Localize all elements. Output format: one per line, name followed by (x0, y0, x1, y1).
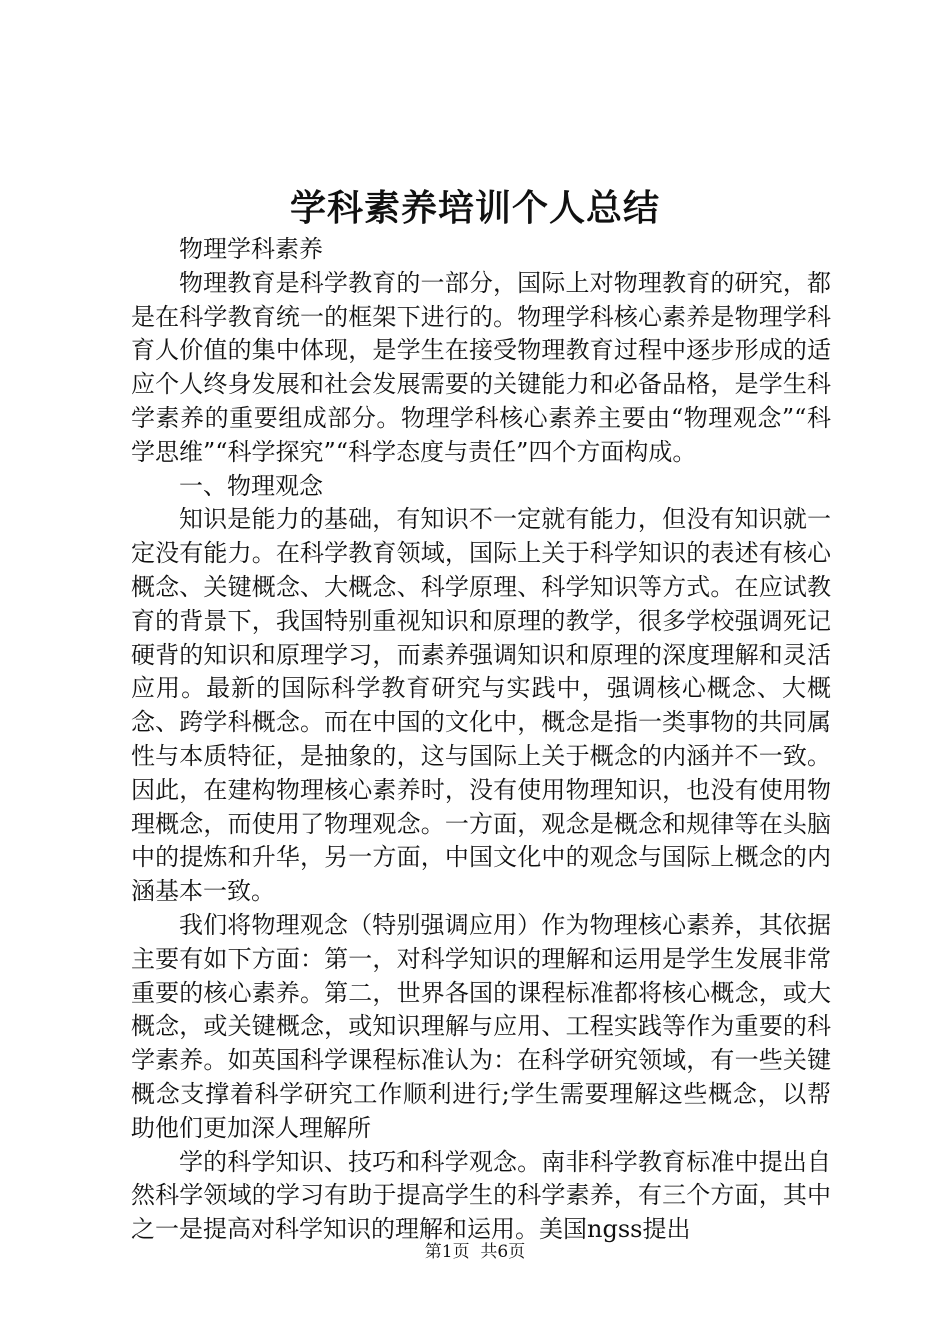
section-heading-physics-concepts: 一、物理观念 (179, 471, 323, 500)
page-number: 第1页 (424, 1242, 470, 1262)
document-body (131, 233, 831, 1247)
paragraph-knowledge: 知识是能力的基础，有知识不一定就有能力，但没有知识就一定没有能力。在科学教育领域，国际上关于科学知识的表述有核心概念、关键概念、大概念、科学原理、科学知识等方式。在应试教育的背景下，我国特别重视知识和原理的教学，很多学校强调死记硬背的知识和原理学习，而素养强调知识和原理的深度理解和灵活应用。最新的国际科学教育研究与实践中，强调核心概念、大概念、跨学科概念。而在中国的文化中，概念是指一类事物的共同属性与本质特征，是抽象的，这与国际上关于概念的内涵并不一致。因此，在建构物理核心素养时，没有使用物理知识，也没有使用物理概念，而使用了物理观念。一方面，观念是概念和规律等在头脑中的提炼和升华，另一方面，中国文化中的观念与国际上概念的内涵基本一致。 (131, 505, 831, 906)
paragraph-continued: 学的科学知识、技巧和科学观念。南非科学教育标准中提出自然科学领域的学习有助于提高学生的科学素养，有三个方面，其中之一是提高对科学知识的理解和运用。美国ngss提出 (131, 1147, 831, 1244)
page-total: 共6页 (480, 1242, 526, 1262)
paragraph-heading-physics-literacy: 物理学科素养 (179, 235, 323, 263)
page-footer (0, 1240, 950, 1264)
paragraph-basis: 我们将物理观念（特别强调应用）作为物理核心素养，其依据主要有如下方面：第一，对科学知识的理解和运用是学生发展非常重要的核心素养。第二，世界各国的课程标准都将核心概念，或大概念，或关键概念，或知识理解与应用、工程实践等作为重要的科学素养。如英国科学课程标准认为：在科学研究领域，有一些关键概念支撑着科学研究工作顺利进行;学生需要理解这些概念，以帮助他们更加深人理解所 (131, 910, 831, 1142)
document-title: 学科素养培训个人总结 (289, 187, 660, 229)
paragraph-intro: 物理教育是科学教育的一部分，国际上对物理教育的研究，都是在科学教育统一的框架下进行的。物理学科核心素养是物理学科育人价值的集中体现，是学生在接受物理教育过程中逐步形成的适应个人终身发展和社会发展需要的关键能力和必备品格，是学生科学素养的重要组成部分。物理学科核心素养主要由“物理观念”“科学思维”“科学探究”“科学态度与责任”四个方面构成。 (131, 268, 831, 466)
